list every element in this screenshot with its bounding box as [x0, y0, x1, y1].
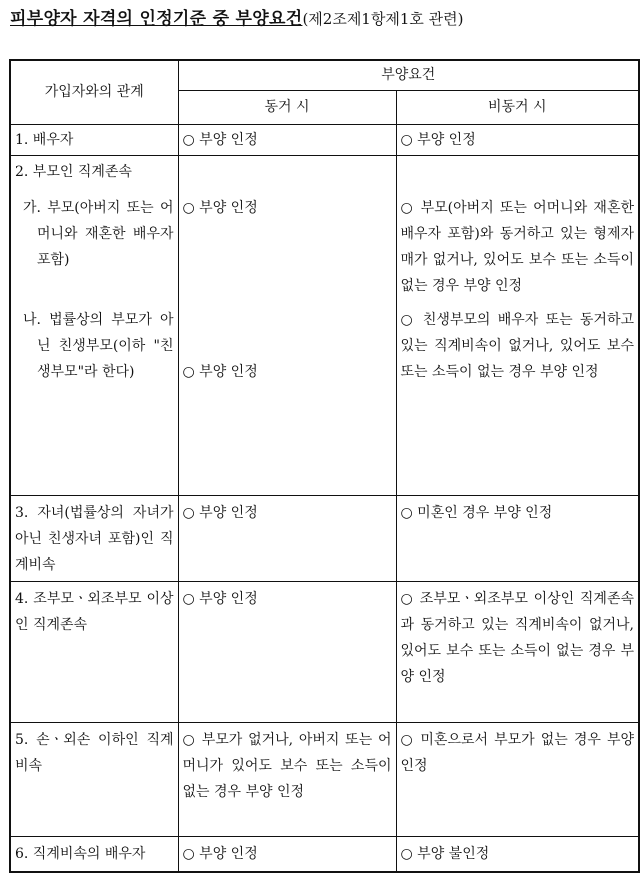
non-cohabit-cell: ○ 미혼으로서 부모가 없는 경우 부양 인정 [396, 722, 639, 836]
cohabit-cell: ○ 부양 인정 [178, 495, 396, 581]
header-cohabit: 동거 시 [178, 90, 396, 124]
header-relation: 가입자와의 관계 [10, 60, 178, 124]
relation-parents-b: 나. 법률상의 부모가 아닌 친생부모(이하 "친생부모"라 한다) [23, 311, 174, 380]
cohabit-parents-b: ○ 부양 인정 [182, 363, 258, 380]
relation-cell: 5. 손ㆍ외손 이하인 직계비속 [10, 722, 178, 836]
table-row-children [10, 495, 639, 581]
relation-parents-a: 가. 부모(아버지 또는 어머니와 재혼한 배우자 포함) [23, 199, 174, 268]
non-cohabit-cell: ○ 미혼인 경우 부양 인정 [396, 495, 639, 581]
non-cohabit-cell: ○ 조부모ㆍ외조부모 이상인 직계존속과 동거하고 있는 직계비속이 없거나, 있어도 보수 또는 소득이 없는 경우 부양 인정 [396, 581, 639, 722]
dependency-requirements-table [9, 59, 640, 873]
table-row-spouse [10, 124, 639, 155]
table-row-parents [10, 155, 639, 495]
non-cohabit-parents-b: ○ 친생부모의 배우자 또는 동거하고 있는 직계비속이 없거나, 있어도 보수 또는 소득이 없는 경우 부양 인정 [400, 311, 634, 380]
non-cohabit-cell: ○ 부양 인정 [396, 124, 639, 155]
title-sub: (제2조제1항제1호 관련) [302, 10, 464, 28]
document-title [10, 4, 463, 29]
relation-cell: 1. 배우자 [10, 124, 178, 155]
header-requirement: 부양요건 [178, 60, 639, 90]
non-cohabit-cell: ○ 부양 불인정 [396, 836, 639, 872]
cohabit-cell: ○ 부양 인정 [178, 836, 396, 872]
relation-cell: 4. 조부모ㆍ외조부모 이상인 직계존속 [10, 581, 178, 722]
relation-parents-heading: 2. 부모인 직계존속 [15, 163, 132, 180]
cohabit-cell: ○ 부양 인정 [178, 581, 396, 722]
non-cohabit-cell [396, 155, 639, 495]
cohabit-cell: ○ 부모가 없거나, 아버지 또는 어머니가 있어도 보수 또는 소득이 없는 경우 부양 인정 [178, 722, 396, 836]
header-non-cohabit: 비동거 시 [396, 90, 639, 124]
non-cohabit-parents-a: ○ 부모(아버지 또는 어머니와 재혼한 배우자 포함)와 동거하고 있는 형제자매가 없거나, 있어도 보수 또는 소득이 없는 경우 부양 인정 [400, 199, 634, 294]
table-row-descendant-spouse [10, 836, 639, 872]
cohabit-cell: ○ 부양 인정 [178, 124, 396, 155]
relation-cell: 6. 직계비속의 배우자 [10, 836, 178, 872]
relation-cell: 3. 자녀(법률상의 자녀가 아닌 친생자녀 포함)인 직계비속 [10, 495, 178, 581]
table-row-grandparents [10, 581, 639, 722]
cohabit-cell [178, 155, 396, 495]
table-row-grandchildren [10, 722, 639, 836]
title-main: 피부양자 자격의 인정기준 중 부양요건 [10, 9, 303, 29]
relation-cell [10, 155, 178, 495]
cohabit-parents-a: ○ 부양 인정 [182, 199, 258, 216]
